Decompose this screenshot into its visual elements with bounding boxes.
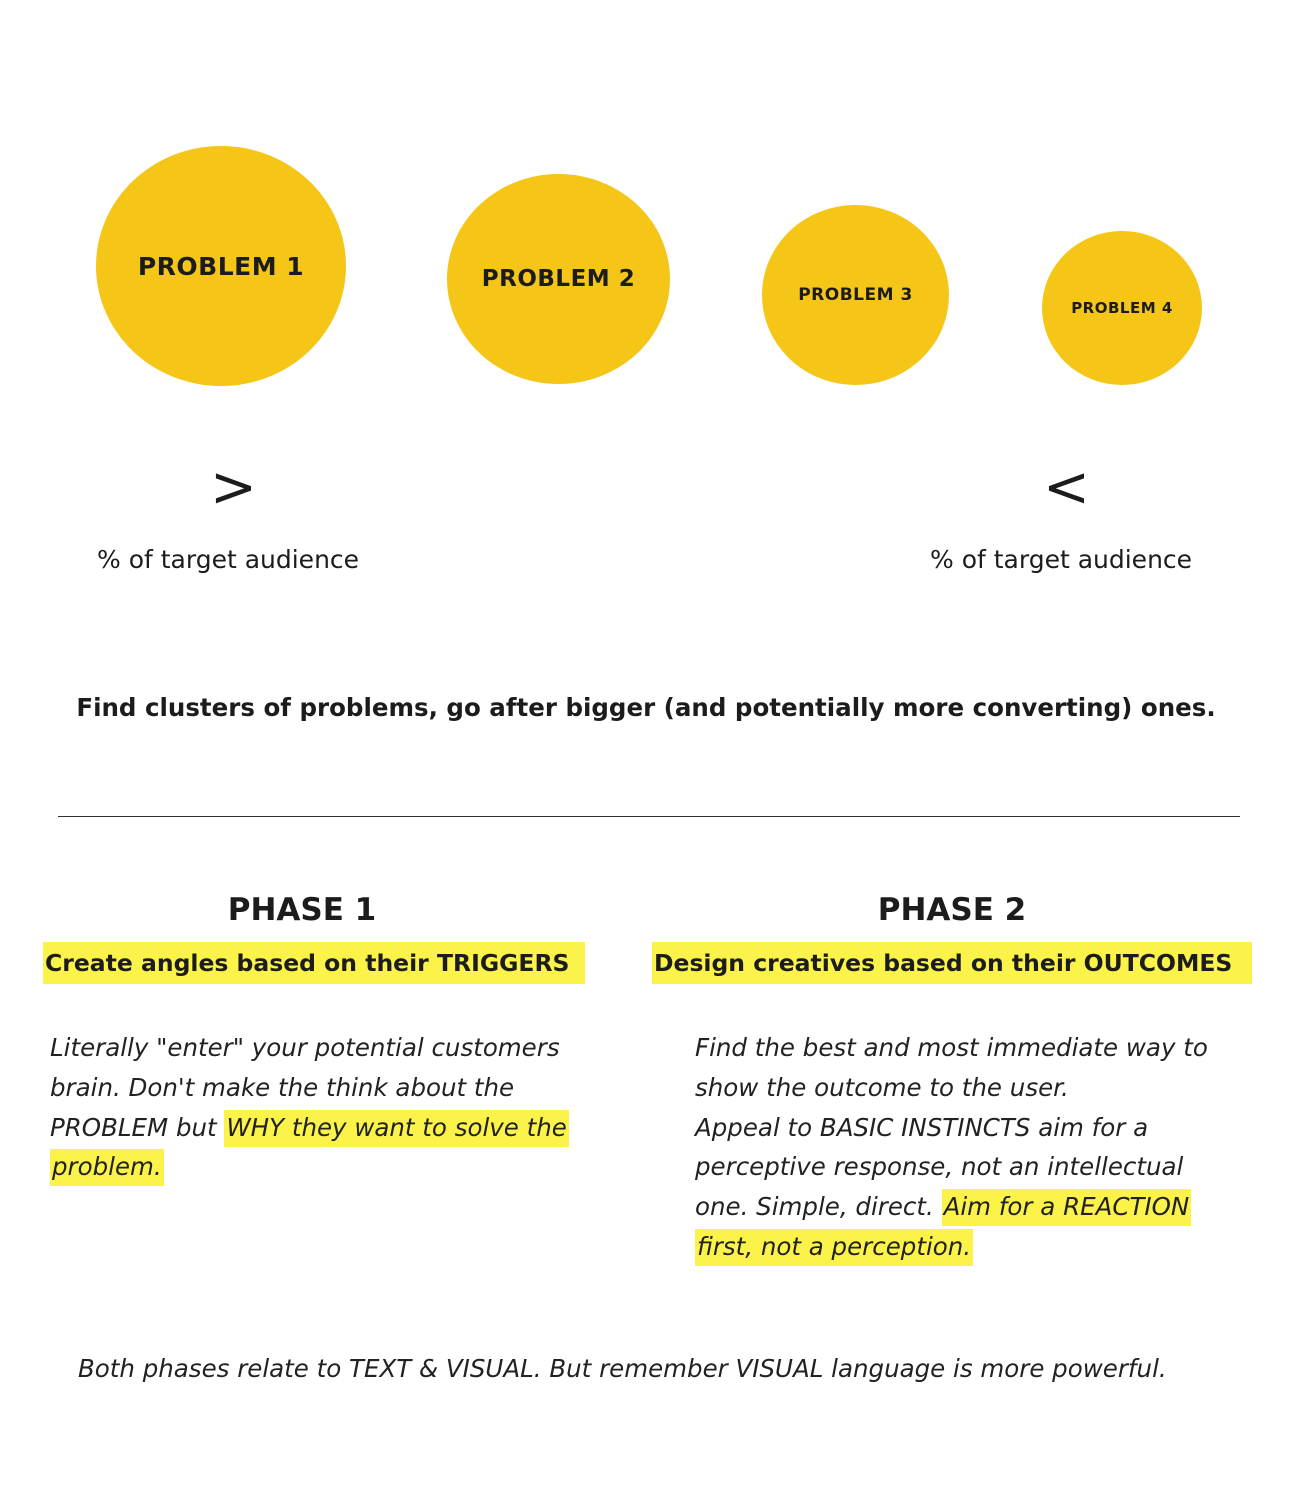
phase-2-body-text-2: Appeal to BASIC INSTINCTS aim for a perceptive response, not an intellectual one. Simple, direct. bbox=[695, 1112, 1184, 1222]
phase-2-subtitle: Design creatives based on their OUTCOMES bbox=[652, 942, 1252, 984]
problem-1-label: PROBLEM 1 bbox=[137, 251, 305, 281]
summary-statement: Find clusters of problems, go after bigger (and potentially more converting) ones. bbox=[76, 693, 1216, 722]
phase-1-body-text: Literally "enter" your potential customers brain. Don't make the think about the PROBLEM but bbox=[50, 1033, 560, 1142]
problem-4-label: PROBLEM 4 bbox=[1071, 299, 1173, 317]
problem-1-circle bbox=[96, 146, 346, 386]
problem-2-label: PROBLEM 2 bbox=[481, 266, 636, 292]
phase-1-body-highlight: WHY they want to solve the problem. bbox=[50, 1110, 569, 1187]
phase-2-title: PHASE 2 bbox=[877, 892, 1027, 928]
problem-2-circle bbox=[447, 174, 670, 384]
greater-than-symbol: > bbox=[210, 455, 257, 520]
problem-3-circle bbox=[762, 205, 949, 385]
problem-3-label: PROBLEM 3 bbox=[798, 285, 913, 305]
footnote: Both phases relate to TEXT & VISUAL. But remember VISUAL language is more powerful. bbox=[78, 1354, 1167, 1383]
problem-4-circle bbox=[1042, 231, 1202, 385]
audience-label-left: % of target audience bbox=[97, 545, 360, 574]
phase-2-body bbox=[695, 1028, 1230, 1267]
phase-1-title: PHASE 1 bbox=[227, 892, 377, 928]
phase-1-subtitle: Create angles based on their TRIGGERS bbox=[43, 942, 585, 984]
phase-2-body-highlight: Aim for a REACTION first, not a perception. bbox=[695, 1189, 1191, 1266]
section-divider bbox=[58, 816, 1240, 817]
phase-2-body-text-1: Find the best and most immediate way to show the outcome to the user. bbox=[695, 1033, 1208, 1102]
less-than-symbol: < bbox=[1043, 455, 1090, 520]
audience-label-right: % of target audience bbox=[930, 545, 1193, 574]
phase-1-body bbox=[50, 1028, 590, 1187]
